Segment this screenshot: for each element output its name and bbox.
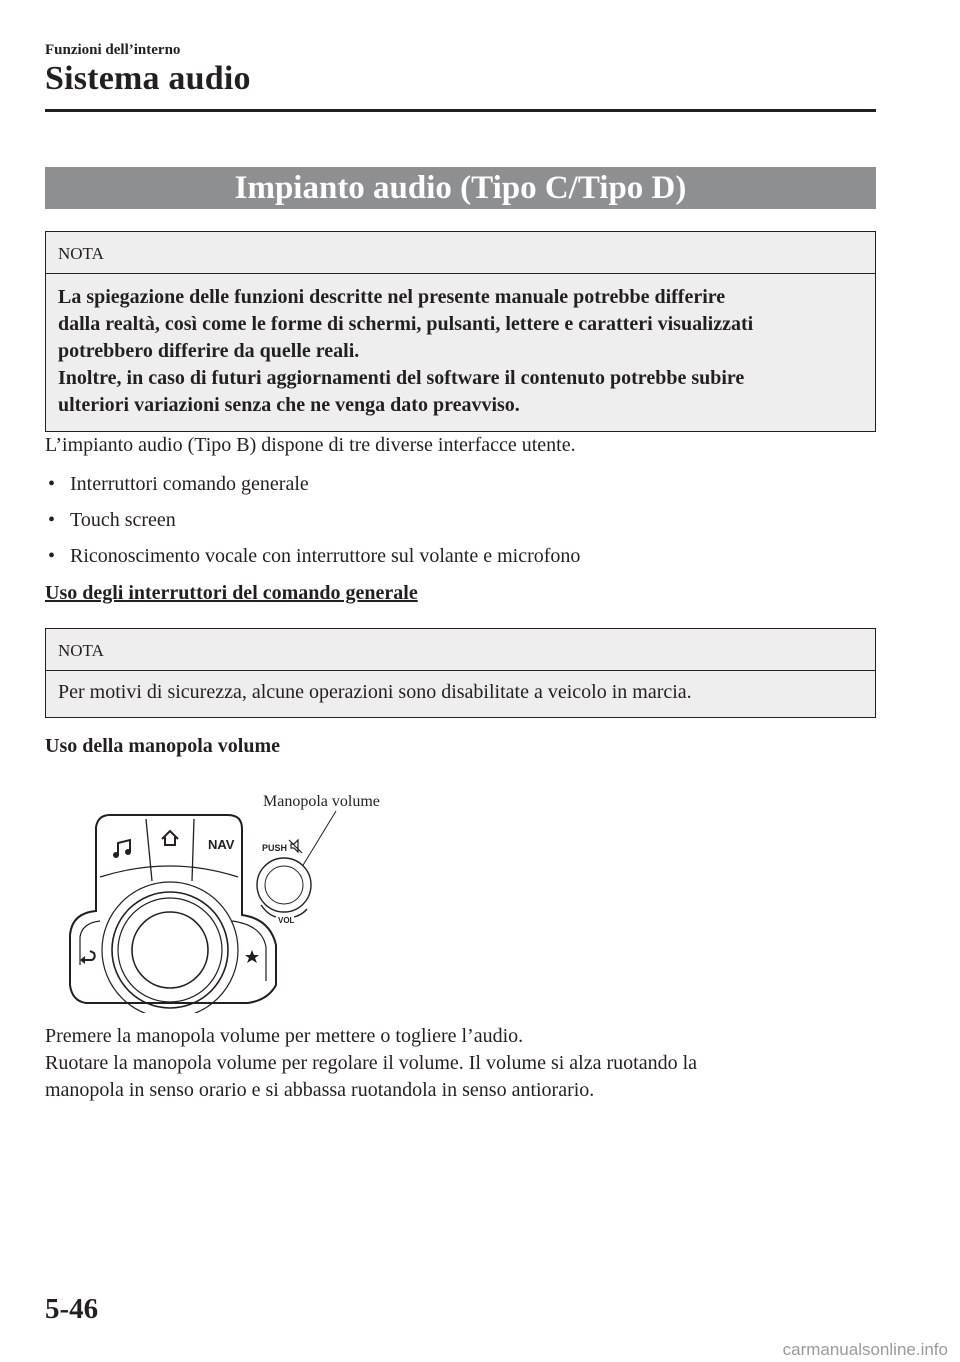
body-paragraph: Premere la manopola volume per mettere o togliere l’audio. [45,1025,524,1047]
note-box [45,231,876,432]
note-line: potrebbero differire da quelle reali. [58,340,360,362]
subheading-general-controls: Uso degli interruttori del comando generale [45,582,418,604]
note-body [46,274,875,431]
body-paragraph: manopola in senso orario e si abbassa ruotandola in senso antiorario. [45,1079,595,1101]
list-item [48,471,309,498]
note-body: Per motivi di sicurezza, alcune operazioni sono disabilitate a veicolo in marcia. [58,681,692,703]
watermark: carmanualsonline.info [782,1340,948,1359]
list-item [48,543,580,570]
push-label: PUSH [262,843,288,853]
list-item-text: Interruttori comando generale [70,473,309,495]
note-line: La spiegazione delle funzioni descritte nel presente manuale potrebbe differire [58,286,726,308]
chapter-title: Funzioni dell’interno [45,42,181,58]
intro-paragraph: L’impianto audio (Tipo B) dispone di tre diverse interfacce utente. [45,434,576,456]
commander-switch-figure [58,785,418,1013]
note-line: dalla realtà, così come le forme di schermi, pulsanti, lettere e caratteri visualizzati [58,313,754,335]
body-paragraph: Ruotare la manopola volume per regolare il volume. Il volume si alza ruotando la [45,1052,698,1074]
list-item-text: Riconoscimento vocale con interruttore sul volante e microfono [70,545,581,567]
section-title: Sistema audio [45,60,251,97]
note-heading: NOTA [46,232,875,274]
bullet-dot: • [48,473,56,495]
note-line: ulteriori variazioni senza che ne venga dato preavviso. [58,394,520,416]
callout-label: Manopola volume [263,793,380,810]
subheading-volume-knob: Uso della manopola volume [45,735,281,757]
commander-knob[interactable] [118,898,222,1002]
note-heading: NOTA [46,629,875,671]
bullet-dot: • [48,545,56,567]
header-rule [45,109,876,112]
vol-up-arrow-icon [294,909,307,917]
bullet-dot: • [48,509,56,531]
section-banner: Impianto audio (Tipo C/Tipo D) [45,167,876,209]
page-number: 5-46 [45,1293,99,1325]
list-item [48,507,176,534]
vol-label: VOL [278,916,295,925]
list-item-text: Touch screen [70,509,176,531]
mute-icon [289,840,302,853]
note-box [45,628,876,718]
nav-button-label[interactable]: NAV [208,837,235,852]
note-line: Inoltre, in caso di futuri aggiornamenti del software il contenuto potrebbe subire [58,367,745,389]
